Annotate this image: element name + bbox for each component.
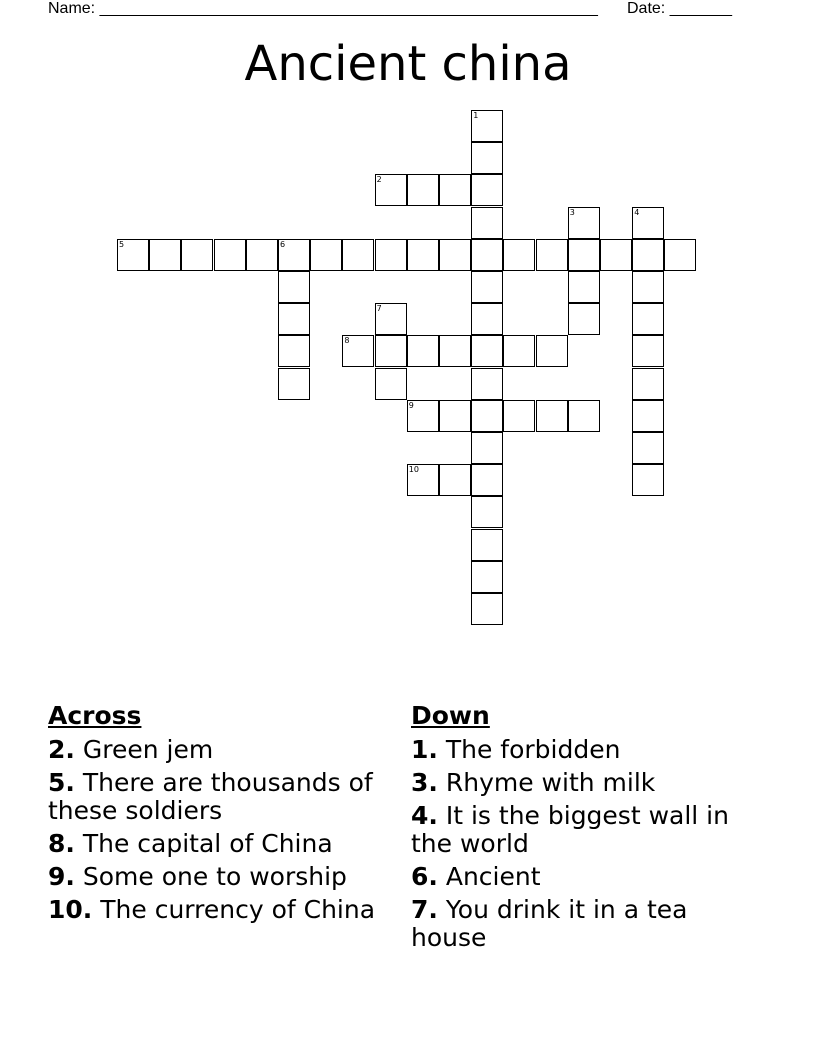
grid-cell xyxy=(375,368,407,400)
grid-cell xyxy=(342,335,374,367)
grid-cell xyxy=(632,239,664,271)
grid-cell xyxy=(407,400,439,432)
clue-number: 5 xyxy=(119,239,125,249)
grid-cell xyxy=(471,593,503,625)
grid-cell xyxy=(632,335,664,367)
grid-cell xyxy=(503,335,535,367)
grid-cell xyxy=(471,368,503,400)
clue-across-8: 8. The capital of China xyxy=(48,829,333,858)
down-heading: Down xyxy=(411,701,490,730)
across-clues xyxy=(48,702,393,929)
grid-cell xyxy=(632,400,664,432)
grid-cell xyxy=(471,110,503,142)
grid-cell xyxy=(407,464,439,496)
grid-cell xyxy=(471,207,503,239)
grid-cell xyxy=(632,271,664,303)
grid-cell xyxy=(632,303,664,335)
clue-across-2: 2. Green jem xyxy=(48,735,214,764)
grid-cell xyxy=(278,239,310,271)
grid-cell xyxy=(632,464,664,496)
grid-cell xyxy=(568,400,600,432)
clue-number: 4 xyxy=(634,207,640,217)
grid-cell xyxy=(117,239,149,271)
grid-cell xyxy=(471,174,503,206)
grid-cell xyxy=(439,464,471,496)
clue-down-1: 1. The forbidden xyxy=(411,735,621,764)
grid-cell xyxy=(536,335,568,367)
grid-cell xyxy=(439,400,471,432)
grid-cell xyxy=(471,303,503,335)
grid-cell xyxy=(471,496,503,528)
grid-cell xyxy=(536,239,568,271)
grid-cell xyxy=(439,335,471,367)
clue-number: 9 xyxy=(408,400,414,410)
grid-cell xyxy=(600,239,632,271)
clue-number: 6 xyxy=(280,239,286,249)
grid-cell xyxy=(375,303,407,335)
grid-cell xyxy=(246,239,278,271)
grid-cell xyxy=(278,335,310,367)
grid-cell xyxy=(375,174,407,206)
grid-cell xyxy=(471,400,503,432)
grid-cell xyxy=(407,239,439,271)
grid-cell xyxy=(471,529,503,561)
grid-cell xyxy=(471,561,503,593)
clue-down-6: 6. Ancient xyxy=(411,862,541,891)
clue-number: 3 xyxy=(569,207,575,217)
grid-cell xyxy=(439,239,471,271)
grid-cell xyxy=(568,207,600,239)
clue-across-9: 9. Some one to worship xyxy=(48,862,347,891)
grid-cell xyxy=(149,239,181,271)
grid-cell xyxy=(503,400,535,432)
clue-number: 2 xyxy=(376,175,382,185)
grid-cell xyxy=(632,207,664,239)
grid-cell xyxy=(568,239,600,271)
grid-cell xyxy=(664,239,696,271)
clue-across-10: 10. The currency of China xyxy=(48,895,376,924)
grid-cell xyxy=(310,239,342,271)
grid-cell xyxy=(568,271,600,303)
grid-cell xyxy=(375,239,407,271)
across-heading: Across xyxy=(48,701,142,730)
clue-across-5: 5. There are thousands of these soldiers xyxy=(48,768,373,825)
grid-cell xyxy=(471,142,503,174)
page-title: Ancient china xyxy=(244,36,572,92)
grid-cell xyxy=(471,464,503,496)
grid-cell xyxy=(342,239,374,271)
date-field: Date: _______ xyxy=(627,0,732,17)
grid-cell xyxy=(375,335,407,367)
grid-cell xyxy=(407,174,439,206)
clue-down-3: 3. Rhyme with milk xyxy=(411,768,656,797)
clue-number: 10 xyxy=(408,465,419,475)
grid-cell xyxy=(632,368,664,400)
grid-cell xyxy=(503,239,535,271)
clue-down-7: 7. You drink it in a tea house xyxy=(411,895,688,952)
name-field: Name: ________________________________________________________ xyxy=(48,0,598,17)
grid-cell xyxy=(181,239,213,271)
clue-number: 8 xyxy=(344,336,350,346)
grid-cell xyxy=(632,432,664,464)
grid-cell xyxy=(278,303,310,335)
grid-cell xyxy=(278,271,310,303)
grid-cell xyxy=(471,432,503,464)
grid-cell xyxy=(536,400,568,432)
grid-cell xyxy=(471,239,503,271)
grid-cell xyxy=(439,174,471,206)
grid-cell xyxy=(407,335,439,367)
clue-number: 7 xyxy=(376,304,382,314)
down-clues xyxy=(411,702,761,957)
clue-number: 1 xyxy=(473,111,479,120)
grid-cell xyxy=(568,303,600,335)
grid-cell xyxy=(471,335,503,367)
grid-cell xyxy=(214,239,246,271)
grid-cell xyxy=(278,368,310,400)
clue-down-4: 4. It is the biggest wall in the world xyxy=(411,801,729,858)
grid-cell xyxy=(471,271,503,303)
